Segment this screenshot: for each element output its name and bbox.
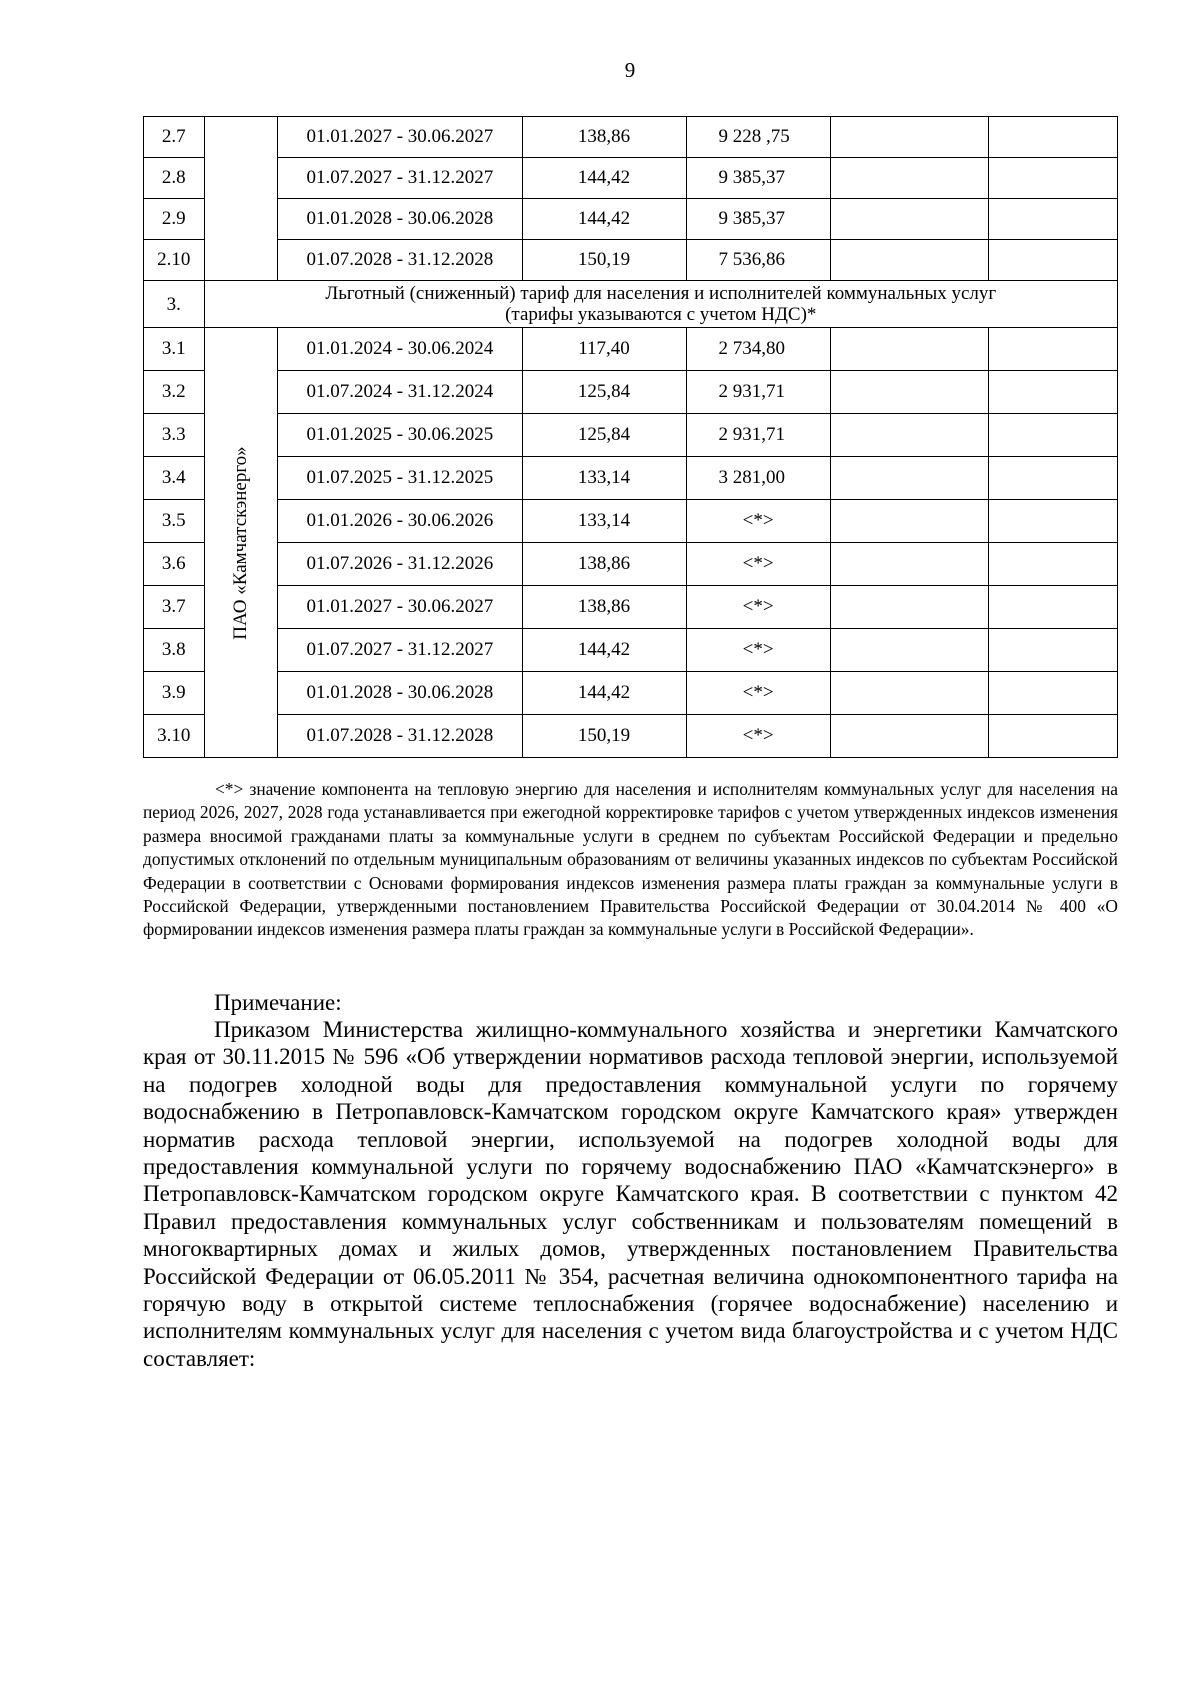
period-cell: 01.07.2028 - 31.12.2028 [278, 715, 522, 758]
empty-cell [989, 414, 1118, 457]
period-cell: 01.07.2028 - 31.12.2028 [278, 240, 522, 281]
table-row [144, 672, 1118, 715]
value-cell: 9 385,37 [686, 199, 830, 240]
table-row [144, 457, 1118, 500]
section-title-line1: Льготный (сниженный) тариф для населения и исполнителей коммунальных услуг [325, 283, 997, 304]
value-cell: 117,40 [522, 328, 686, 371]
note-text: Приказом Министерства жилищно-коммунального хозяйства и энергетики Камчатского края от 30.11.2015 № 596 «Об утверждении нормативов расхода тепловой энергии, используемой на подогрев холодной воды для предоставления коммунальной услуги по горячему водоснабжению в Петропавловск-Камчатском городском округе Камчатского края» утвержден норматив расхода тепловой энергии, используемой на подогрев холодной воды для предоставления коммунальной услуги по горячему водоснабжению ПАО «Камчатскэнерго» в Петропавловск-Камчатском городском округе Камчатского края. В соответствии с пунктом 42 Правил предоставления коммунальных услуг собственникам и пользователям помещений в многоквартирных домах и жилых домов, утвержденных постановлением Правительства Российской Федерации от 06.05.2011 № 354, расчетная величина однокомпонентного тарифа на горячую воду в открытой системе теплоснабжения (горячее водоснабжение) населению и исполнителям коммунальных услуг для населения с учетом вида благоустройства и с учетом НДС составляет: [143, 1017, 1118, 1371]
empty-cell [989, 715, 1118, 758]
value-cell: 9 228 ,75 [686, 117, 830, 158]
section-title-line2: (тарифы указываются с учетом НДС)* [505, 304, 817, 325]
empty-cell [830, 500, 988, 543]
value-cell: 2 734,80 [686, 328, 830, 371]
empty-cell [830, 586, 988, 629]
empty-cell [989, 199, 1118, 240]
empty-cell [830, 240, 988, 281]
row-number: 3.10 [144, 715, 205, 758]
period-cell: 01.01.2028 - 30.06.2028 [278, 672, 522, 715]
empty-cell [830, 199, 988, 240]
value-cell: <*> [686, 629, 830, 672]
empty-cell [830, 158, 988, 199]
value-cell: <*> [686, 543, 830, 586]
row-number: 2.10 [144, 240, 205, 281]
empty-cell [830, 328, 988, 371]
table-row [144, 158, 1118, 199]
value-cell: <*> [686, 672, 830, 715]
value-cell: <*> [686, 715, 830, 758]
footnote [143, 778, 1118, 942]
table-row [144, 500, 1118, 543]
value-cell: 150,19 [522, 715, 686, 758]
value-cell: 2 931,71 [686, 371, 830, 414]
table-row [144, 586, 1118, 629]
period-cell: 01.01.2025 - 30.06.2025 [278, 414, 522, 457]
empty-cell [830, 117, 988, 158]
value-cell: <*> [686, 500, 830, 543]
empty-cell [989, 586, 1118, 629]
row-number: 3.6 [144, 543, 205, 586]
table-row [144, 543, 1118, 586]
table-row [144, 371, 1118, 414]
period-cell: 01.07.2027 - 31.12.2027 [278, 629, 522, 672]
value-cell: 3 281,00 [686, 457, 830, 500]
section-number: 3. [144, 281, 205, 328]
empty-cell [989, 500, 1118, 543]
empty-cell [830, 414, 988, 457]
section-title [204, 281, 1117, 328]
org-name-vertical: ПАО «Камчатскэнерго» [229, 445, 251, 640]
empty-cell [989, 117, 1118, 158]
empty-cell [989, 543, 1118, 586]
table-row [144, 629, 1118, 672]
empty-cell [830, 715, 988, 758]
empty-cell [830, 672, 988, 715]
note-title: Примечание: [214, 990, 342, 1015]
table-row [144, 240, 1118, 281]
row-number: 2.7 [144, 117, 205, 158]
empty-cell [830, 371, 988, 414]
value-cell: <*> [686, 586, 830, 629]
value-cell: 125,84 [522, 414, 686, 457]
empty-cell [989, 240, 1118, 281]
table-row [144, 328, 1118, 371]
row-number: 2.9 [144, 199, 205, 240]
period-cell: 01.07.2027 - 31.12.2027 [278, 158, 522, 199]
value-cell: 133,14 [522, 457, 686, 500]
row-number: 3.4 [144, 457, 205, 500]
empty-cell [989, 457, 1118, 500]
period-cell: 01.07.2025 - 31.12.2025 [278, 457, 522, 500]
value-cell: 138,86 [522, 586, 686, 629]
table-row [144, 199, 1118, 240]
tariff-table [143, 116, 1118, 758]
value-cell: 144,42 [522, 672, 686, 715]
period-cell: 01.01.2027 - 30.06.2027 [278, 586, 522, 629]
value-cell: 7 536,86 [686, 240, 830, 281]
period-cell: 01.01.2027 - 30.06.2027 [278, 117, 522, 158]
value-cell: 138,86 [522, 543, 686, 586]
row-number: 3.5 [144, 500, 205, 543]
value-cell: 144,42 [522, 158, 686, 199]
empty-cell [989, 371, 1118, 414]
row-number: 3.2 [144, 371, 205, 414]
row-number: 3.7 [144, 586, 205, 629]
value-cell: 2 931,71 [686, 414, 830, 457]
footnote-text: <*> значение компонента на тепловую энергию для населения и исполнителям коммунальных услуг для населения на период 2026, 2027, 2028 года устанавливается при ежегодной корректировке тарифов с учетом утвержденных индексов изменения размера вносимой гражданами платы за коммунальные услуги в среднем по субъектам Российской Федерации и предельно допустимых отклонений по отдельным муниципальным образованиям от величины указанных индексов по субъектам Российской Федерации в соответствии с Основами формирования индексов изменения размера платы граждан за коммунальные услуги в Российской Федерации, утвержденными постановлением Правительства Российской Федерации от 30.04.2014 № 400 «О формировании индексов изменения размера платы граждан за коммунальные услуги в Российской Федерации». [143, 779, 1118, 940]
empty-cell [830, 457, 988, 500]
value-cell: 144,42 [522, 199, 686, 240]
row-number: 3.3 [144, 414, 205, 457]
value-cell: 9 385,37 [686, 158, 830, 199]
value-cell: 133,14 [522, 500, 686, 543]
row-number: 3.1 [144, 328, 205, 371]
value-cell: 144,42 [522, 629, 686, 672]
period-cell: 01.01.2024 - 30.06.2024 [278, 328, 522, 371]
org-cell-empty [204, 117, 278, 281]
table-row [144, 117, 1118, 158]
page-number: 9 [624, 58, 636, 82]
table-row [144, 414, 1118, 457]
empty-cell [830, 543, 988, 586]
table-row [144, 715, 1118, 758]
value-cell: 125,84 [522, 371, 686, 414]
period-cell: 01.07.2024 - 31.12.2024 [278, 371, 522, 414]
period-cell: 01.07.2026 - 31.12.2026 [278, 543, 522, 586]
org-cell [204, 328, 278, 758]
empty-cell [989, 672, 1118, 715]
empty-cell [830, 629, 988, 672]
row-number: 2.8 [144, 158, 205, 199]
row-number: 3.9 [144, 672, 205, 715]
empty-cell [989, 629, 1118, 672]
period-cell: 01.01.2026 - 30.06.2026 [278, 500, 522, 543]
empty-cell [989, 328, 1118, 371]
value-cell: 138,86 [522, 117, 686, 158]
row-number: 3.8 [144, 629, 205, 672]
empty-cell [989, 158, 1118, 199]
section-row [144, 281, 1118, 328]
period-cell: 01.01.2028 - 30.06.2028 [278, 199, 522, 240]
note-body [143, 1016, 1118, 1372]
value-cell: 150,19 [522, 240, 686, 281]
